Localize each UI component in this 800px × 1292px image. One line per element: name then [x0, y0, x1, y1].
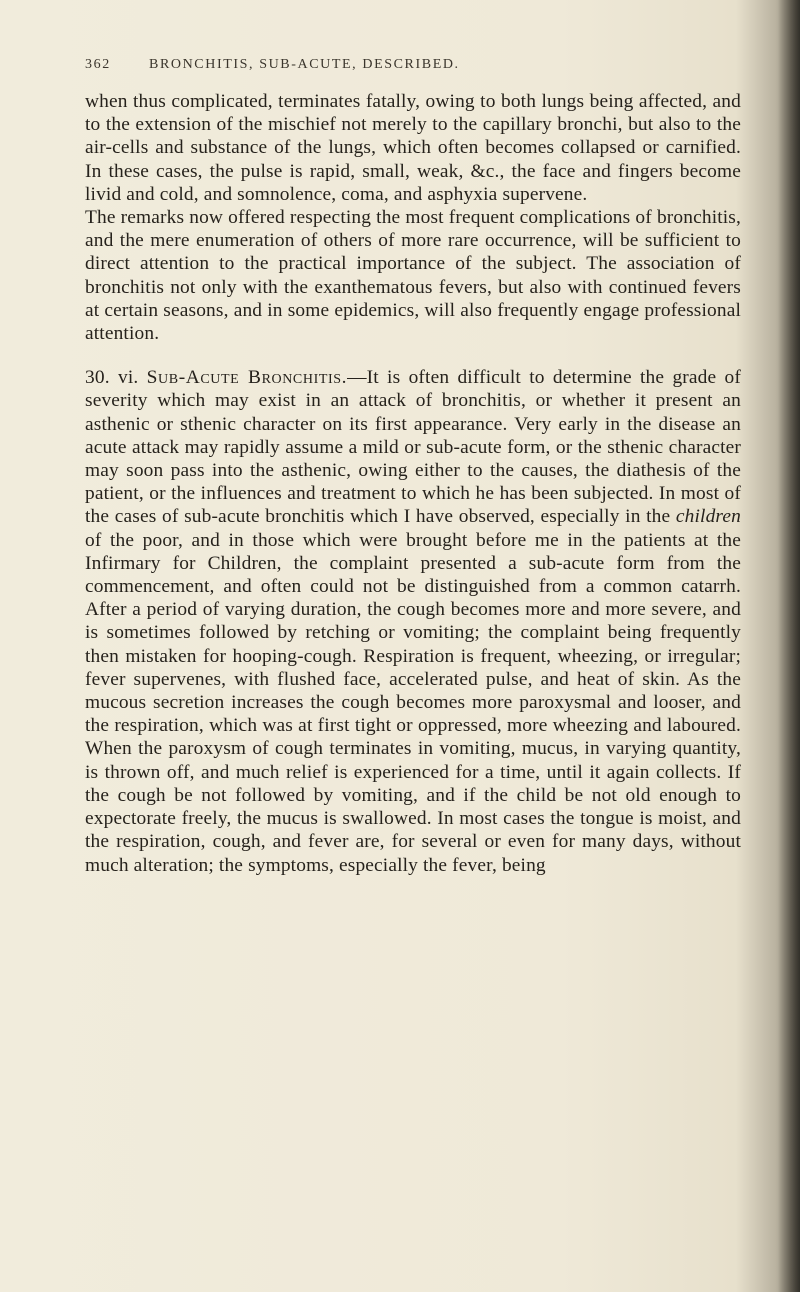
- paragraph-continuation: when thus complicated, terminates fatally, owing to both lungs being affected, and to the extension of the mischief not merely to the capillary bronchi, but also to the air-cells and substance of the lungs, which often becomes collapsed or carnified. In these cases, the pulse is rapid, small, weak, &c., the face and fingers become livid and cold, and somnolence, coma, and asphyxia supervene.: [85, 91, 741, 205]
- section-number: 30. vi.: [85, 367, 139, 389]
- italic-emphasis: children: [675, 506, 741, 528]
- paragraph-complications: The remarks now offered respecting the most frequent complications of bronchitis, and the mere enumeration of others of more rare occurrence, will be sufficient to direct attention to the practical importance of the subject. The association of bronchitis not only with the exanthematous fevers, but also with continued fevers at certain seasons, and in some epidemics, will also frequently engage professional attention.: [85, 207, 741, 345]
- section-heading: Sub-Acute Bronchitis.: [146, 367, 348, 389]
- page-gutter-shadow: [778, 0, 800, 1292]
- page-header: [85, 57, 725, 81]
- page-number: 362: [85, 57, 111, 72]
- paragraph-sub-acute-bronchitis: [85, 366, 741, 876]
- running-head: BRONCHITIS, SUB-ACUTE, DESCRIBED.: [149, 57, 460, 72]
- section-text-part-1: —It is often difficult to determine the grade of severity which may exist in an attack of bronchitis, or whether it present an asthenic or sthenic character on its first appearance. Very early in the disease an acute attack may rapidly assume a mild or sub-acute form, or the sthenic character may soon pass into the asthenic, owing either to the causes, the diathesis of the patient, or the influences and treatment to which he has been subjected. In most of the cases of sub-acute bronchitis which I have observed, especially in the: [85, 367, 741, 528]
- body-text: [85, 90, 741, 877]
- section-text-part-2: of the poor, and in those which were brought before me in the patients at the Infirmary for Children, the complaint presented a sub-acute form from the commencement, and often could not be distinguished from a common catarrh. After a period of varying duration, the cough becomes more and more severe, and is sometimes followed by retching or vomiting; the complaint being frequently then mistaken for hooping-cough. Respiration is frequent, wheezing, or irregular; fever supervenes, with flushed face, accelerated pulse, and heat of skin. As the mucous secretion increases the cough becomes more paroxysmal and looser, and the respiration, which was at first tight or oppressed, more wheezing and laboured. When the paroxysm of cough terminates in vomiting, mucus, in varying quantity, is thrown off, and much relief is experienced for a time, until it again collects. If the cough be not followed by vomiting, and if the child be not old enough to expectorate freely, the mucus is swallowed. In most cases the tongue is moist, and the respiration, cough, and fever are, for several or even for many days, without much alteration; the symptoms, especially the fever, being: [85, 529, 741, 876]
